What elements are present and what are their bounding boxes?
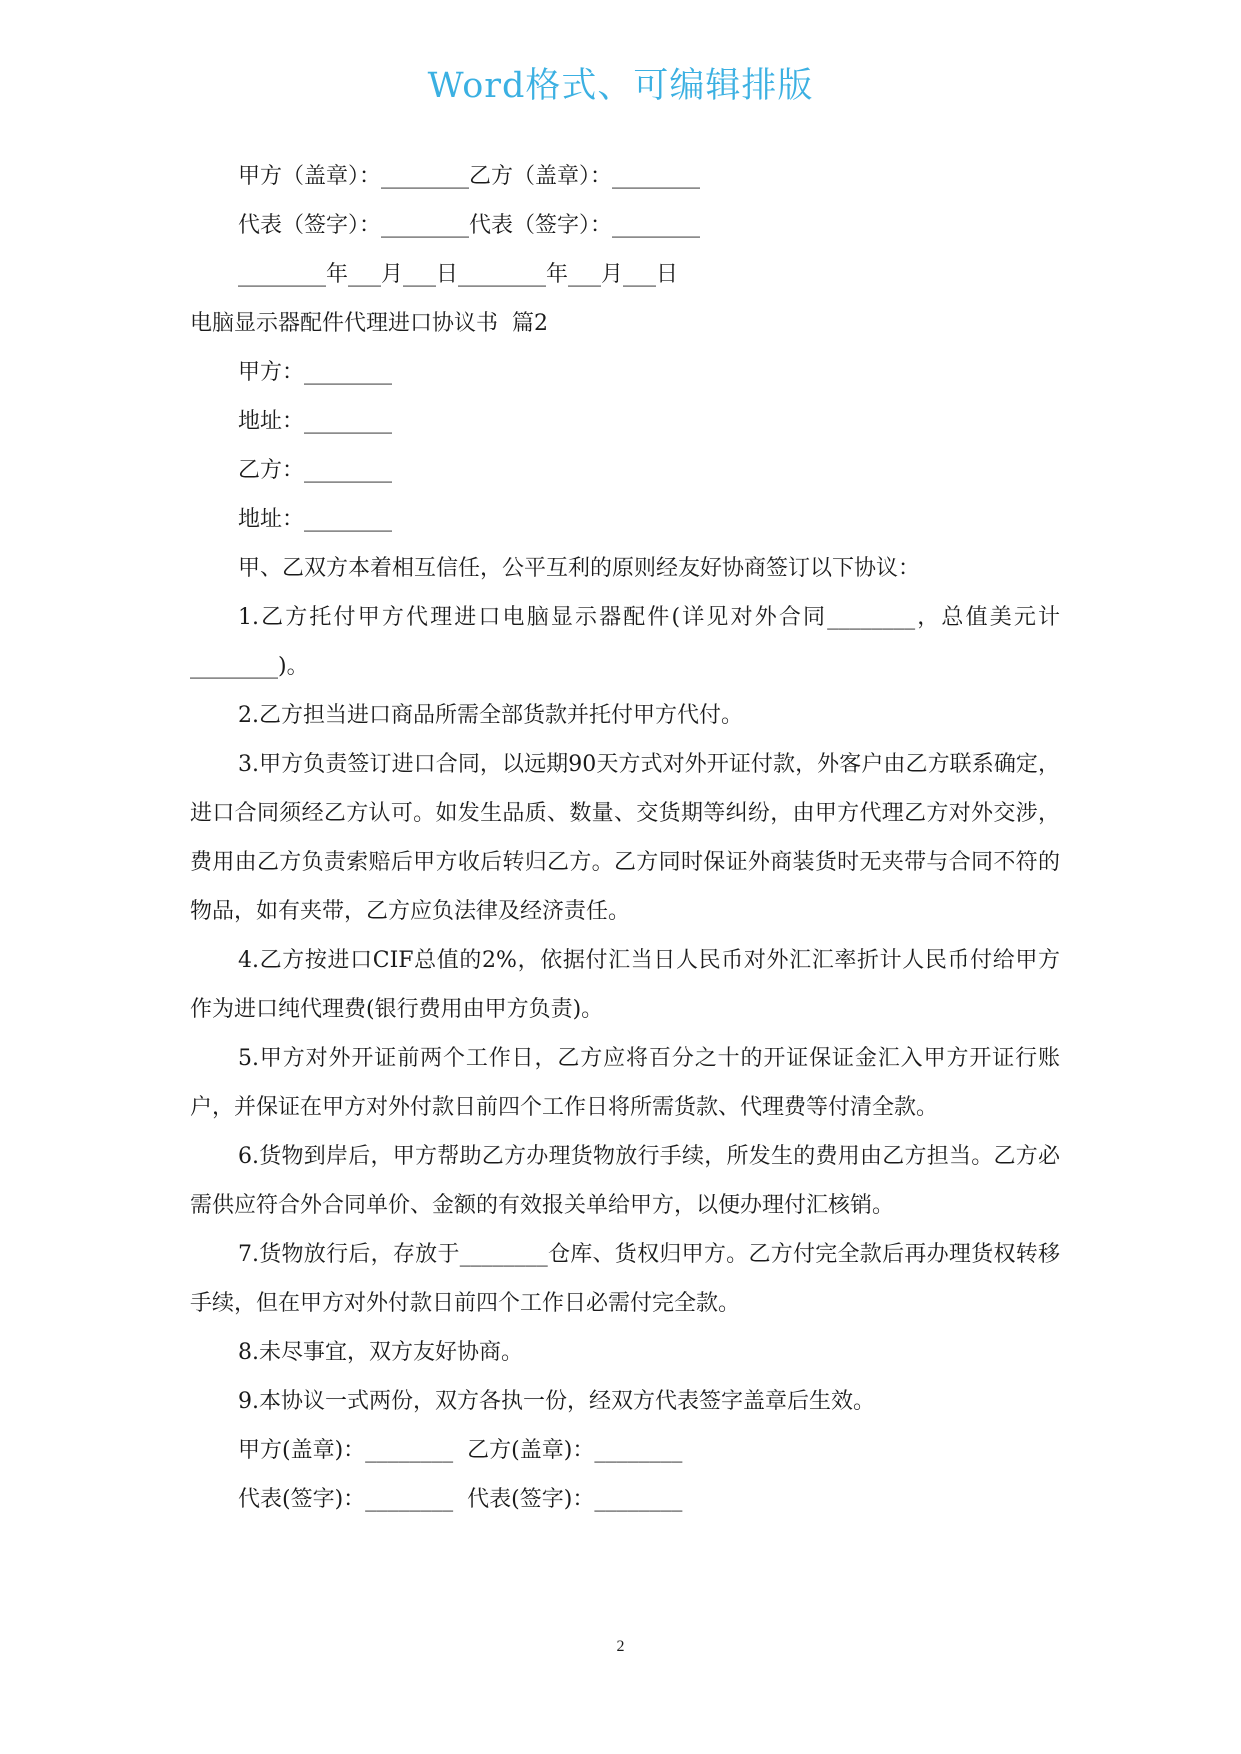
clause-7: 7.货物放行后，存放于________仓库、货权归甲方。乙方付完全款后再办理货权转移手续，但在甲方对外付款日前四个工作日必需付完全款。 [190,1242,1060,1316]
clause-9: 9.本协议一式两份，双方各执一份，经双方代表签字盖章后生效。 [238,1389,875,1414]
party-b-address-field: 地址：________ [238,507,393,532]
document-body [190,152,1060,1524]
closing-signature-line-representatives: 代表(签字)：________ 代表(签字)：________ [238,1487,683,1512]
section-heading: 电脑显示器配件代理进口协议书 篇2 [190,311,548,336]
signature-date-line: ________年___月___日________年___月___日 [238,262,679,287]
clause-4: 4.乙方按进口CIF总值的2%，依据付汇当日人民币对外汇汇率折计人民币付给甲方作为进口纯代理费(银行费用由甲方负责)。 [190,948,1060,1022]
page-number: 2 [616,1638,625,1655]
party-a-address-field: 地址：________ [238,409,393,434]
party-b-field: 乙方：________ [238,458,393,483]
signature-line-representatives: 代表（签字）：________代表（签字）：________ [238,213,701,238]
clause-1: 1.乙方托付甲方代理进口电脑显示器配件(详见对外合同________，总值美元计________)。 [190,605,1060,679]
signature-line-party-a-b: 甲方（盖章）：________乙方（盖章）：________ [238,164,701,189]
clause-5: 5.甲方对外开证前两个工作日，乙方应将百分之十的开证保证金汇入甲方开证行账户，并保证在甲方对外付款日前四个工作日将所需货款、代理费等付清全款。 [190,1046,1060,1120]
intro-paragraph: 甲、乙双方本着相互信任，公平互利的原则经友好协商签订以下协议： [238,556,921,581]
clause-2: 2.乙方担当进口商品所需全部货款并托付甲方代付。 [238,703,743,728]
closing-signature-line-seals: 甲方(盖章)：________ 乙方(盖章)：________ [238,1438,683,1463]
page-header-title: Word格式、可编辑排版 [427,66,814,106]
clause-3: 3.甲方负责签订进口合同，以远期90天方式对外开证付款，外客户由乙方联系确定，进口合同须经乙方认可。如发生品质、数量、交货期等纠纷，由甲方代理乙方对外交涉，费用由乙方负责索赔后甲方收后转归乙方。乙方同时保证外商装货时无夹带与合同不符的物品，如有夹带，乙方应负法律及经济责任。 [190,752,1060,924]
party-a-field: 甲方：________ [238,360,393,385]
clause-6: 6.货物到岸后，甲方帮助乙方办理货物放行手续，所发生的费用由乙方担当。乙方必需供应符合外合同单价、金额的有效报关单给甲方，以便办理付汇核销。 [190,1144,1060,1218]
clause-8: 8.未尽事宜，双方友好协商。 [238,1340,523,1365]
